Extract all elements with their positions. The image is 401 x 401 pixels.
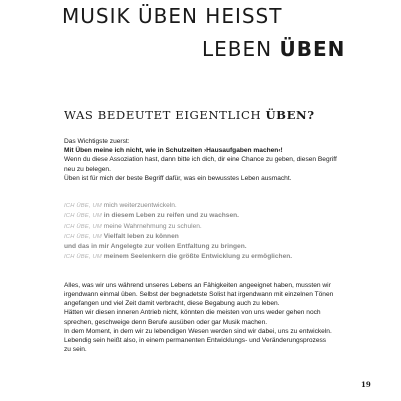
chapter-title-line-1: MUSIK ÜBEN HEISST <box>62 4 283 28</box>
body-line: irgendwann einmal üben. Selbst der begnadetste Solist hat irgendwann mit einzelnen Tönen <box>64 291 334 299</box>
affirmation-line <box>64 222 292 232</box>
intro-line: Wenn du diese Assoziation hast, dann bitte ich dich, dir eine Chance zu geben, diesen Begriff <box>64 156 337 164</box>
body-line: Alles, was wir uns während unseres Lebens an Fähigkeiten angeeignet haben, mussten wir <box>64 282 331 289</box>
intro-line: Üben ist für mich der beste Begriff dafür, was ein bewusstes Leben ausmacht. <box>64 174 292 182</box>
body-line: zu sein. <box>64 346 87 354</box>
affirmation-line <box>64 201 292 211</box>
affirmation-prefix: ICH ÜBE, UM <box>64 233 102 240</box>
intro-line: neu zu belegen. <box>64 165 111 173</box>
body-line: angefangen und viel Zeit damit verbracht, diese Begabung auch zu leben. <box>64 300 280 308</box>
affirmation-text: und das in mir Angelegte zur vollen Entfaltung zu bringen. <box>64 243 247 251</box>
intro-lead: Das Wichtigste zuerst: <box>64 138 130 145</box>
affirmation-text: meine Wahrnehmung zu schulen. <box>101 222 202 230</box>
affirmation-prefix: ICH ÜBE, UM <box>64 213 102 220</box>
affirmation-line <box>64 242 292 252</box>
intro-statement: Mit Üben meine ich nicht, wie in Schulzeiten ›Hausaufgaben machen‹! <box>64 147 283 155</box>
affirmation-text: in diesem Leben zu reifen und zu wachsen. <box>101 212 239 220</box>
affirmation-text: Vielfalt leben zu können <box>101 232 179 240</box>
affirmation-text: meinem Seelenkern die größte Entwicklung zu ermöglichen. <box>101 253 293 261</box>
chapter-title-line-2-bold: ÜBEN <box>279 37 346 61</box>
section-heading-bold: ÜBEN? <box>265 108 315 122</box>
chapter-title-line-2 <box>202 37 345 61</box>
affirmation-prefix: ICH ÜBE, UM <box>64 223 102 230</box>
body-line: In dem Moment, in dem wir zu lebendigen Wesen werden sind wir dabei, uns zu entwickeln. <box>64 327 332 335</box>
affirmation-prefix: ICH ÜBE, UM <box>64 203 102 209</box>
affirmation-text: mich weiterzuentwickeln. <box>101 202 177 209</box>
body-paragraph <box>64 281 333 354</box>
affirmation-list <box>64 201 292 263</box>
affirmation-prefix: ICH ÜBE, UM <box>64 254 102 261</box>
chapter-title-line-2-plain: LEBEN <box>202 37 280 61</box>
body-line: sprechen, geschweige denn Berufe ausüben oder gar Musik machen. <box>64 318 268 326</box>
section-heading-plain: WAS BEDEUTET EIGENTLICH <box>64 108 266 122</box>
body-line: Hätten wir diesen inneren Antrieb nicht, könnten die meisten von uns weder gehen noch <box>64 309 321 317</box>
page-number: 19 <box>361 380 371 389</box>
affirmation-line <box>64 252 292 262</box>
section-heading <box>64 108 315 122</box>
affirmation-line <box>64 211 292 221</box>
affirmation-line <box>64 232 292 242</box>
body-line: Lebendig sein heißt also, in einem permanenten Entwicklungs- und Veränderungsprozess <box>64 336 327 344</box>
intro-paragraph <box>64 137 394 183</box>
